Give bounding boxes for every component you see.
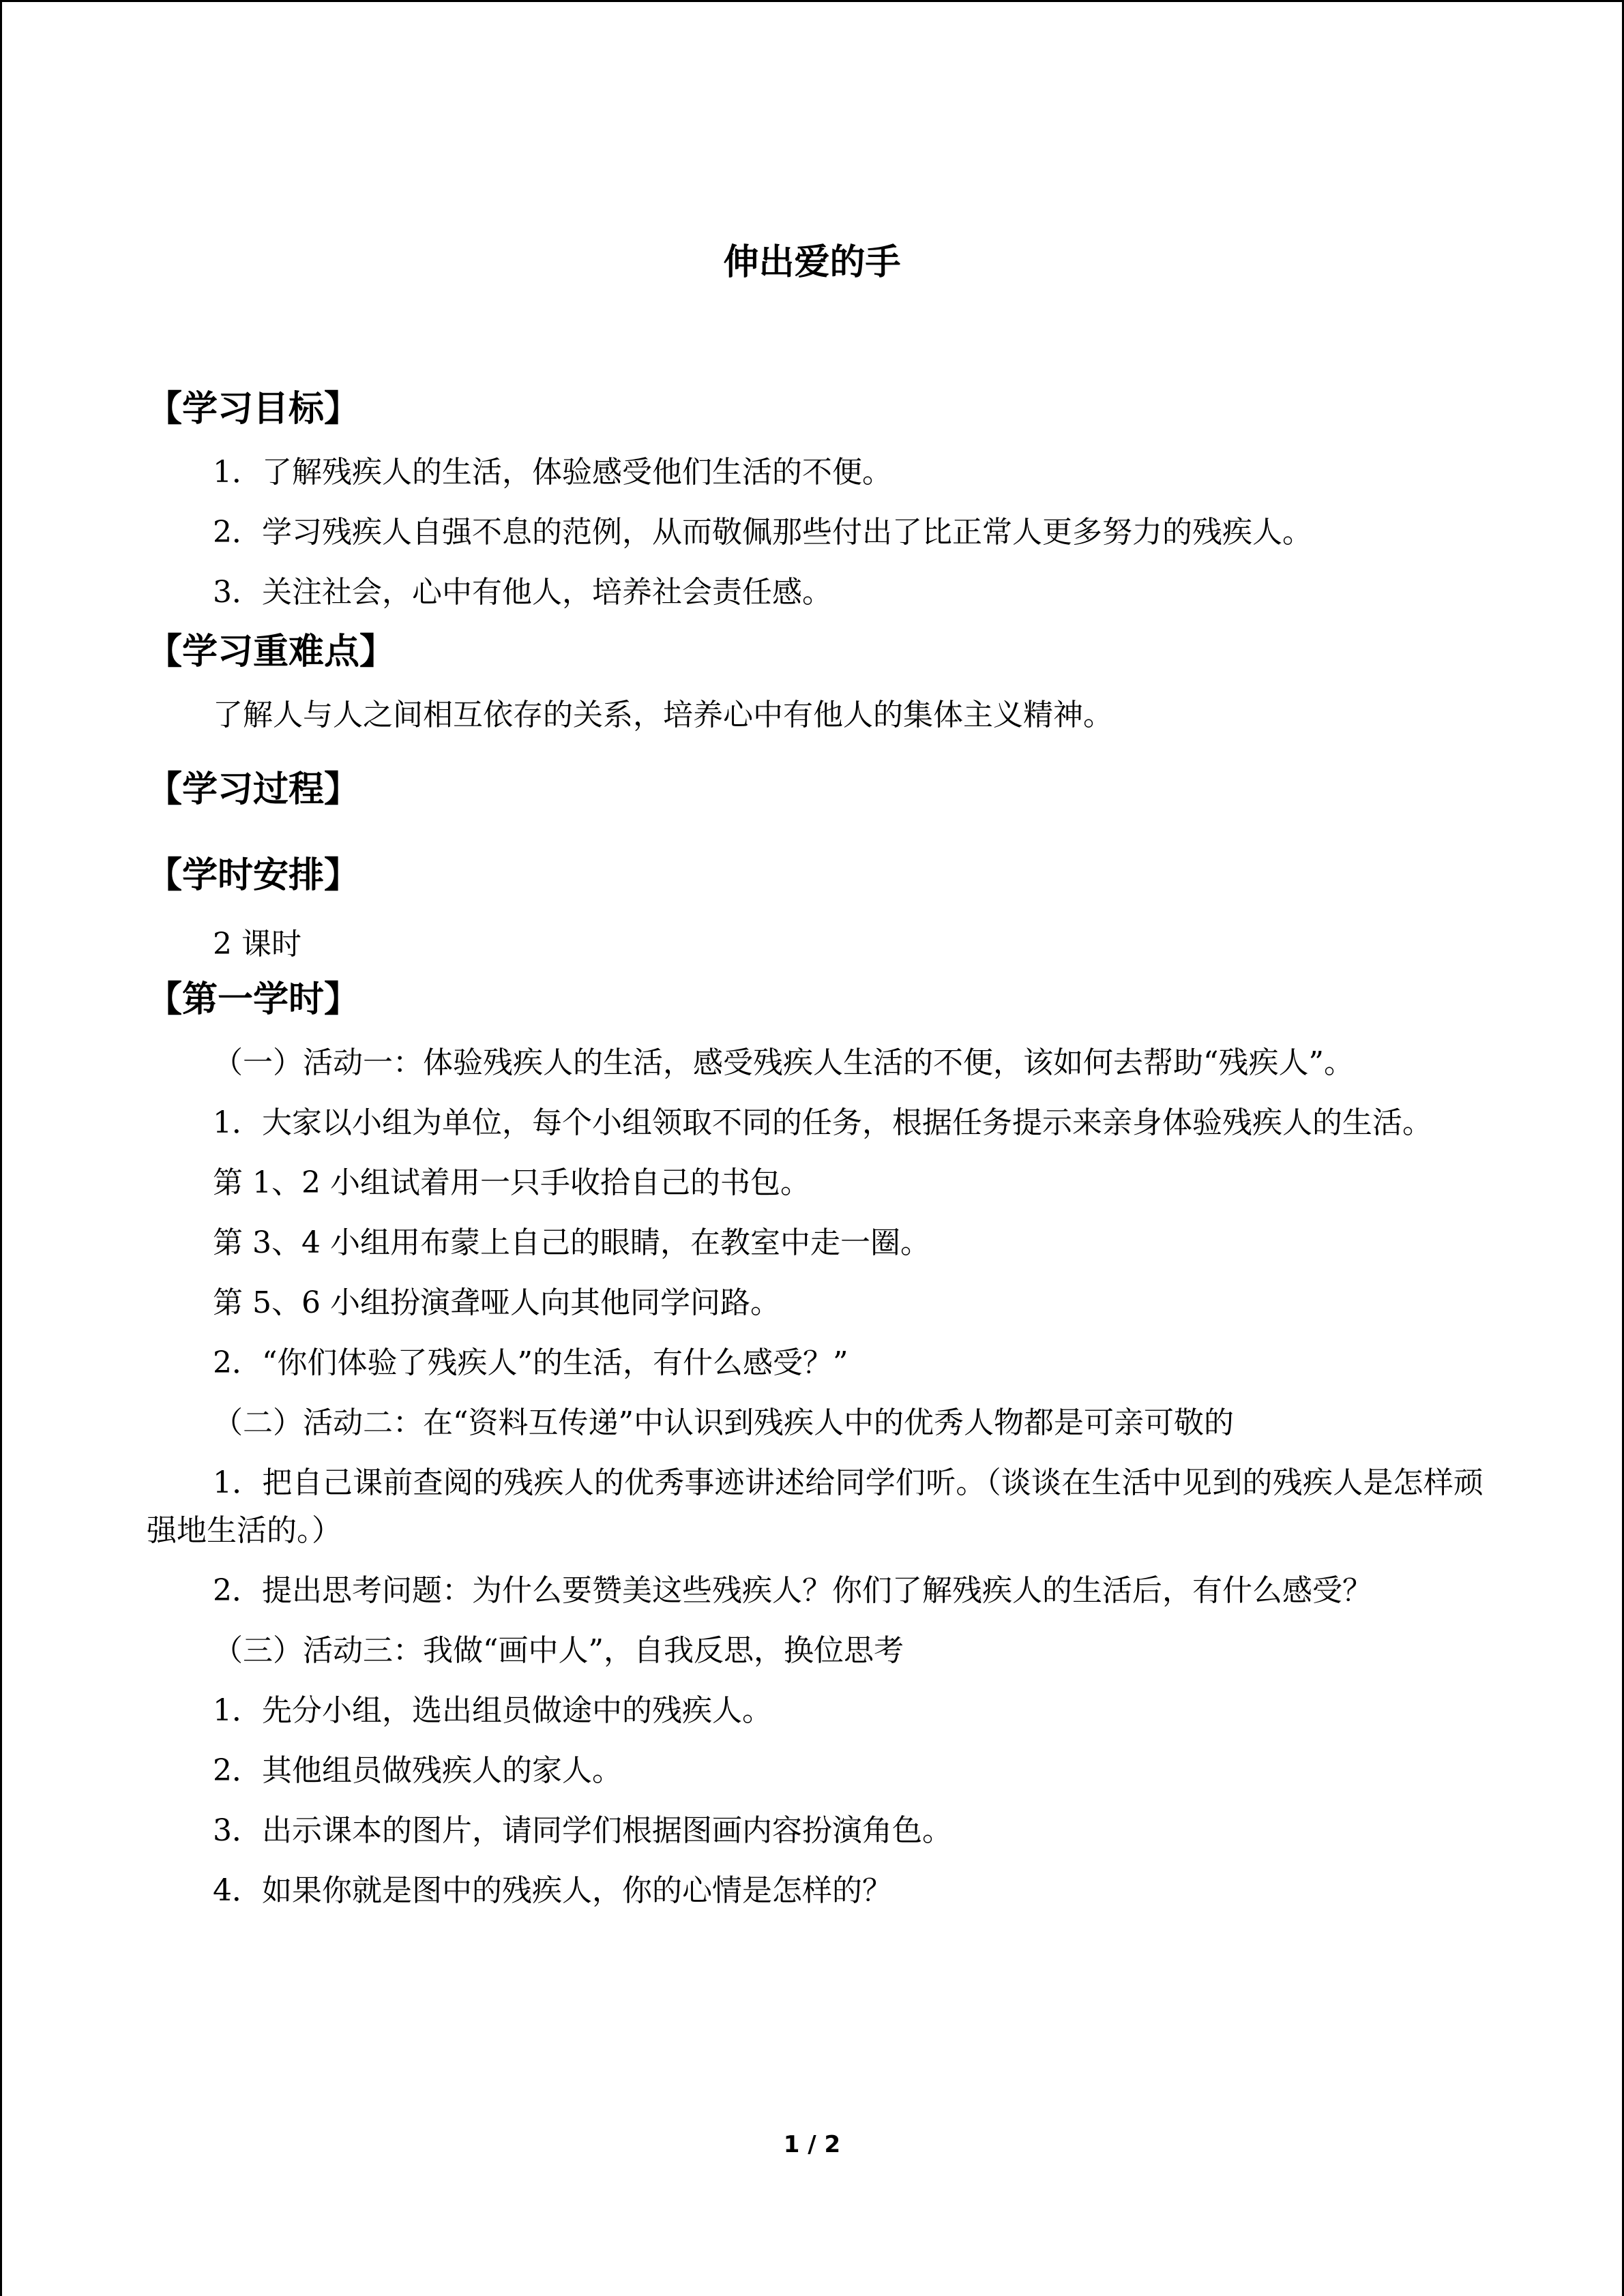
paragraph: 2．“你们体验了残疾人”的生活，有什么感受？” xyxy=(213,1345,848,1380)
section-learning-objectives xyxy=(147,382,1483,616)
section-heading: 【学习目标】 xyxy=(147,388,360,430)
paragraph: （二）活动二：在“资料互传递”中认识到残疾人中的优秀人物都是可亲可敬的 xyxy=(213,1405,1234,1440)
paragraph: 2．提出思考问题：为什么要赞美这些残疾人？你们了解残疾人的生活后，有什么感受？ xyxy=(213,1573,1372,1608)
paragraph: 了解人与人之间相互依存的关系，培养心中有他人的集体主义精神。 xyxy=(213,698,1113,732)
paragraph: （一）活动一：体验残疾人的生活，感受残疾人生活的不便，该如何去帮助“残疾人”。 xyxy=(213,1045,1354,1080)
page-number: 1 / 2 xyxy=(783,2131,841,2158)
paragraph: 1．先分小组，选出组员做途中的残疾人。 xyxy=(213,1693,772,1728)
paragraph: 4．如果你就是图中的残疾人，你的心情是怎样的？ xyxy=(213,1873,892,1908)
section-heading: 【学习过程】 xyxy=(147,769,360,810)
paragraph: 1．了解残疾人的生活，体验感受他们生活的不便。 xyxy=(213,455,892,490)
paragraph: 2 课时 xyxy=(213,927,301,961)
paragraph: 2．学习残疾人自强不息的范例，从而敬佩那些付出了比正常人更多努力的残疾人。 xyxy=(213,515,1312,550)
section-key-points xyxy=(147,625,1483,739)
paragraph: 第 1、2 小组试着用一只手收拾自己的书包。 xyxy=(213,1165,810,1200)
section-schedule xyxy=(147,848,1483,968)
paragraph: 3．关注社会，心中有他人，培养社会责任感。 xyxy=(213,575,832,610)
paragraph: （三）活动三：我做“画中人”，自我反思，换位思考 xyxy=(213,1633,904,1668)
paragraph: 1．大家以小组为单位，每个小组领取不同的任务，根据任务提示来亲身体验残疾人的生活。 xyxy=(213,1105,1432,1140)
section-heading: 【学时安排】 xyxy=(147,854,360,896)
paragraph: 3．出示课本的图片，请同学们根据图画内容扮演角色。 xyxy=(213,1813,952,1848)
document-title: 伸出爱的手 xyxy=(723,241,901,283)
document-body xyxy=(147,382,1483,1915)
section-learning-process xyxy=(147,762,1483,817)
paragraph: 第 5、6 小组扮演聋哑人向其他同学问路。 xyxy=(213,1285,780,1320)
section-heading: 【学习重难点】 xyxy=(147,631,396,672)
paragraph: 1．把自己课前查阅的残疾人的优秀事迹讲述给同学们听。（谈谈在生活中见到的残疾人是怎样顽强地生活的。） xyxy=(147,1465,1483,1548)
section-first-lesson xyxy=(147,972,1483,1915)
section-heading: 【第一学时】 xyxy=(147,979,360,1020)
paragraph: 第 3、4 小组用布蒙上自己的眼睛，在教室中走一圈。 xyxy=(213,1225,930,1260)
paragraph: 2．其他组员做残疾人的家人。 xyxy=(213,1753,622,1788)
